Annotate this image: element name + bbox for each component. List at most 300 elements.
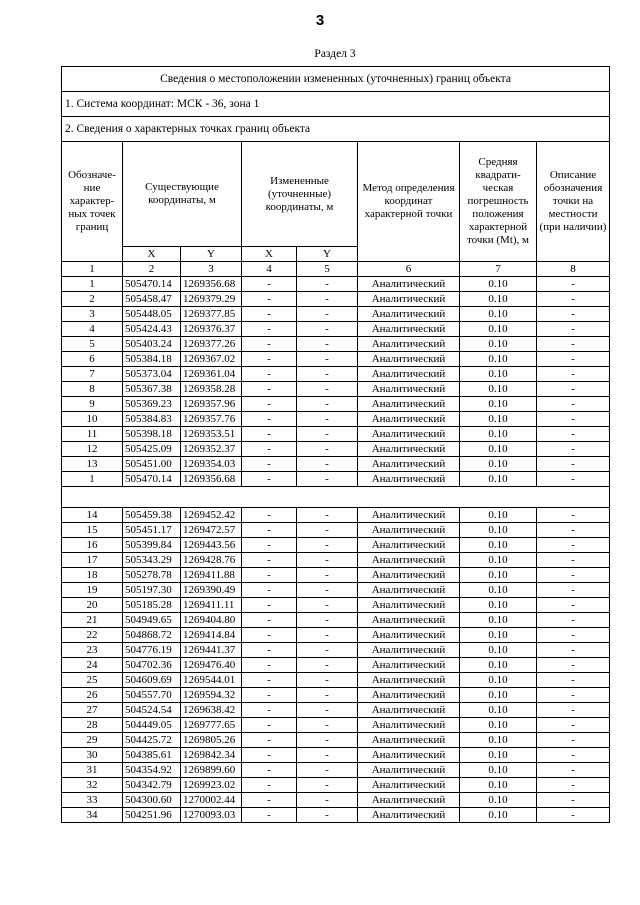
description-cell: -	[537, 472, 610, 487]
error-cell: 0.10	[460, 382, 537, 397]
existing-y-cell: 1269358.28	[181, 382, 242, 397]
page-number: 3	[315, 12, 325, 29]
description-cell: -	[537, 778, 610, 793]
changed-y-cell: -	[297, 427, 358, 442]
table-row	[62, 598, 610, 613]
header-existing-coords: Существующие координаты, м	[123, 142, 242, 247]
changed-x-cell: -	[242, 472, 297, 487]
description-cell: -	[537, 598, 610, 613]
changed-x-cell: -	[242, 382, 297, 397]
table-row	[62, 397, 610, 412]
table-row	[62, 553, 610, 568]
description-cell: -	[537, 352, 610, 367]
error-cell: 0.10	[460, 778, 537, 793]
error-cell: 0.10	[460, 553, 537, 568]
table-row	[62, 643, 610, 658]
method-cell: Аналитический	[358, 337, 460, 352]
existing-y-cell: 1269472.57	[181, 523, 242, 538]
method-cell: Аналитический	[358, 778, 460, 793]
existing-x-cell: 505278.78	[123, 568, 181, 583]
method-cell: Аналитический	[358, 538, 460, 553]
table-row	[62, 673, 610, 688]
method-cell: Аналитический	[358, 292, 460, 307]
method-cell: Аналитический	[358, 673, 460, 688]
changed-x-cell: -	[242, 277, 297, 292]
table-row	[62, 748, 610, 763]
existing-y-cell: 1269376.37	[181, 322, 242, 337]
point-label-cell: 28	[62, 718, 123, 733]
existing-y-cell: 1269805.26	[181, 733, 242, 748]
existing-x-cell: 504776.19	[123, 643, 181, 658]
changed-x-cell: -	[242, 397, 297, 412]
point-label-cell: 22	[62, 628, 123, 643]
changed-y-cell: -	[297, 292, 358, 307]
header-error: Средняя квадрати-ческая погрешность положения характерной точки (Mt), м	[460, 142, 537, 262]
existing-x-cell: 505451.00	[123, 457, 181, 472]
changed-y-cell: -	[297, 808, 358, 823]
method-cell: Аналитический	[358, 382, 460, 397]
existing-x-cell: 504609.69	[123, 673, 181, 688]
header-method: Метод определения координат характерной точки	[358, 142, 460, 262]
description-cell: -	[537, 628, 610, 643]
method-cell: Аналитический	[358, 367, 460, 382]
changed-x-cell: -	[242, 628, 297, 643]
existing-y-cell: 1269544.01	[181, 673, 242, 688]
point-label-cell: 9	[62, 397, 123, 412]
table-row	[62, 523, 610, 538]
existing-y-cell: 1269414.84	[181, 628, 242, 643]
method-cell: Аналитический	[358, 352, 460, 367]
description-cell: -	[537, 718, 610, 733]
changed-x-cell: -	[242, 718, 297, 733]
existing-x-cell: 505369.23	[123, 397, 181, 412]
table-row	[62, 307, 610, 322]
point-label-cell: 19	[62, 583, 123, 598]
existing-y-cell: 1269356.68	[181, 277, 242, 292]
existing-x-cell: 505425.09	[123, 442, 181, 457]
header-changed-coords: Измененные (уточненные) координаты, м	[242, 142, 358, 247]
method-cell: Аналитический	[358, 643, 460, 658]
changed-y-cell: -	[297, 583, 358, 598]
column-numbers-row	[62, 262, 610, 277]
existing-x-cell: 504354.92	[123, 763, 181, 778]
table-row	[62, 793, 610, 808]
error-cell: 0.10	[460, 733, 537, 748]
separator-row	[62, 497, 610, 508]
error-cell: 0.10	[460, 292, 537, 307]
existing-y-cell: 1269379.29	[181, 292, 242, 307]
point-label-cell: 17	[62, 553, 123, 568]
boundary-points-table	[61, 66, 610, 823]
changed-x-cell: -	[242, 442, 297, 457]
description-cell: -	[537, 808, 610, 823]
existing-x-cell: 505451.17	[123, 523, 181, 538]
table-row	[62, 508, 610, 523]
table-row	[62, 427, 610, 442]
point-label-cell: 23	[62, 643, 123, 658]
section-title: Раздел 3	[314, 48, 356, 60]
changed-x-cell: -	[242, 337, 297, 352]
existing-y-cell: 1270002.44	[181, 793, 242, 808]
method-cell: Аналитический	[358, 553, 460, 568]
error-cell: 0.10	[460, 277, 537, 292]
existing-x-cell: 505384.18	[123, 352, 181, 367]
table-row	[62, 442, 610, 457]
point-label-cell: 8	[62, 382, 123, 397]
error-cell: 0.10	[460, 508, 537, 523]
description-cell: -	[537, 508, 610, 523]
coordinate-system: 1. Система координат: МСК - 36, зона 1	[62, 92, 610, 117]
changed-x-cell: -	[242, 367, 297, 382]
description-cell: -	[537, 643, 610, 658]
changed-x-cell: -	[242, 457, 297, 472]
changed-x-cell: -	[242, 703, 297, 718]
changed-x-cell: -	[242, 322, 297, 337]
column-number: 7	[460, 262, 537, 277]
table-row	[62, 292, 610, 307]
error-cell: 0.10	[460, 352, 537, 367]
changed-y-cell: -	[297, 733, 358, 748]
header-changed-x: X	[242, 247, 297, 262]
point-label-cell: 6	[62, 352, 123, 367]
point-label-cell: 29	[62, 733, 123, 748]
description-cell: -	[537, 427, 610, 442]
header-changed-y: Y	[297, 247, 358, 262]
error-cell: 0.10	[460, 322, 537, 337]
error-cell: 0.10	[460, 703, 537, 718]
existing-x-cell: 504557.70	[123, 688, 181, 703]
error-cell: 0.10	[460, 763, 537, 778]
description-cell: -	[537, 658, 610, 673]
method-cell: Аналитический	[358, 628, 460, 643]
point-label-cell: 25	[62, 673, 123, 688]
changed-x-cell: -	[242, 793, 297, 808]
point-label-cell: 12	[62, 442, 123, 457]
error-cell: 0.10	[460, 748, 537, 763]
point-label-cell: 18	[62, 568, 123, 583]
description-cell: -	[537, 763, 610, 778]
changed-y-cell: -	[297, 367, 358, 382]
header-description: Описание обозначения точки на местности (при наличии)	[537, 142, 610, 262]
changed-y-cell: -	[297, 763, 358, 778]
description-cell: -	[537, 568, 610, 583]
changed-x-cell: -	[242, 613, 297, 628]
existing-y-cell: 1269899.60	[181, 763, 242, 778]
existing-x-cell: 505448.05	[123, 307, 181, 322]
table-row	[62, 583, 610, 598]
existing-x-cell: 505343.29	[123, 553, 181, 568]
existing-y-cell: 1269352.37	[181, 442, 242, 457]
point-label-cell: 20	[62, 598, 123, 613]
method-cell: Аналитический	[358, 427, 460, 442]
method-cell: Аналитический	[358, 793, 460, 808]
existing-y-cell: 1269377.85	[181, 307, 242, 322]
changed-y-cell: -	[297, 703, 358, 718]
column-number: 6	[358, 262, 460, 277]
method-cell: Аналитический	[358, 598, 460, 613]
changed-x-cell: -	[242, 748, 297, 763]
column-number: 8	[537, 262, 610, 277]
existing-y-cell: 1269443.56	[181, 538, 242, 553]
error-cell: 0.10	[460, 412, 537, 427]
changed-y-cell: -	[297, 337, 358, 352]
existing-x-cell: 504251.96	[123, 808, 181, 823]
description-cell: -	[537, 748, 610, 763]
description-cell: -	[537, 553, 610, 568]
existing-y-cell: 1269923.02	[181, 778, 242, 793]
description-cell: -	[537, 538, 610, 553]
changed-y-cell: -	[297, 307, 358, 322]
method-cell: Аналитический	[358, 397, 460, 412]
method-cell: Аналитический	[358, 568, 460, 583]
changed-x-cell: -	[242, 808, 297, 823]
error-cell: 0.10	[460, 688, 537, 703]
changed-y-cell: -	[297, 778, 358, 793]
existing-x-cell: 505197.30	[123, 583, 181, 598]
point-label-cell: 24	[62, 658, 123, 673]
existing-x-cell: 505459.38	[123, 508, 181, 523]
error-cell: 0.10	[460, 658, 537, 673]
description-cell: -	[537, 733, 610, 748]
changed-y-cell: -	[297, 748, 358, 763]
description-cell: -	[537, 703, 610, 718]
point-label-cell: 7	[62, 367, 123, 382]
description-cell: -	[537, 673, 610, 688]
existing-x-cell: 505373.04	[123, 367, 181, 382]
table-row	[62, 568, 610, 583]
existing-x-cell: 505367.38	[123, 382, 181, 397]
method-cell: Аналитический	[358, 658, 460, 673]
header-existing-y: Y	[181, 247, 242, 262]
existing-x-cell: 505403.24	[123, 337, 181, 352]
error-cell: 0.10	[460, 367, 537, 382]
error-cell: 0.10	[460, 442, 537, 457]
table-row	[62, 763, 610, 778]
description-cell: -	[537, 277, 610, 292]
existing-y-cell: 1269354.03	[181, 457, 242, 472]
method-cell: Аналитический	[358, 763, 460, 778]
point-label-cell: 27	[62, 703, 123, 718]
changed-x-cell: -	[242, 508, 297, 523]
description-cell: -	[537, 397, 610, 412]
table-row	[62, 277, 610, 292]
changed-x-cell: -	[242, 598, 297, 613]
changed-y-cell: -	[297, 613, 358, 628]
changed-y-cell: -	[297, 793, 358, 808]
method-cell: Аналитический	[358, 472, 460, 487]
table-row	[62, 628, 610, 643]
existing-y-cell: 1269356.68	[181, 472, 242, 487]
method-cell: Аналитический	[358, 442, 460, 457]
description-cell: -	[537, 457, 610, 472]
column-number: 5	[297, 262, 358, 277]
error-cell: 0.10	[460, 613, 537, 628]
description-cell: -	[537, 793, 610, 808]
description-cell: -	[537, 583, 610, 598]
method-cell: Аналитический	[358, 277, 460, 292]
point-label-cell: 13	[62, 457, 123, 472]
changed-x-cell: -	[242, 523, 297, 538]
table-row	[62, 733, 610, 748]
point-label-cell: 10	[62, 412, 123, 427]
error-cell: 0.10	[460, 673, 537, 688]
existing-y-cell: 1269390.49	[181, 583, 242, 598]
changed-x-cell: -	[242, 553, 297, 568]
table-row	[62, 337, 610, 352]
error-cell: 0.10	[460, 427, 537, 442]
changed-x-cell: -	[242, 568, 297, 583]
error-cell: 0.10	[460, 397, 537, 412]
existing-x-cell: 504524.54	[123, 703, 181, 718]
existing-y-cell: 1269411.11	[181, 598, 242, 613]
existing-x-cell: 504342.79	[123, 778, 181, 793]
existing-y-cell: 1269411.88	[181, 568, 242, 583]
existing-y-cell: 1269377.26	[181, 337, 242, 352]
point-label-cell: 11	[62, 427, 123, 442]
error-cell: 0.10	[460, 643, 537, 658]
existing-y-cell: 1269357.96	[181, 397, 242, 412]
existing-x-cell: 505384.83	[123, 412, 181, 427]
table-row	[62, 457, 610, 472]
description-cell: -	[537, 322, 610, 337]
existing-x-cell: 505185.28	[123, 598, 181, 613]
method-cell: Аналитический	[358, 412, 460, 427]
point-label-cell: 34	[62, 808, 123, 823]
point-label-cell: 1	[62, 277, 123, 292]
point-label-cell: 31	[62, 763, 123, 778]
existing-x-cell: 504702.36	[123, 658, 181, 673]
method-cell: Аналитический	[358, 613, 460, 628]
changed-y-cell: -	[297, 472, 358, 487]
column-number: 3	[181, 262, 242, 277]
separator-row	[62, 487, 610, 498]
method-cell: Аналитический	[358, 703, 460, 718]
point-label-cell: 2	[62, 292, 123, 307]
existing-y-cell: 1269476.40	[181, 658, 242, 673]
point-label-cell: 5	[62, 337, 123, 352]
header-point-label: Обозначе-ние характер-ных точек границ	[62, 142, 123, 262]
separator-cell	[62, 487, 610, 498]
changed-y-cell: -	[297, 718, 358, 733]
description-cell: -	[537, 382, 610, 397]
changed-x-cell: -	[242, 352, 297, 367]
changed-y-cell: -	[297, 553, 358, 568]
existing-y-cell: 1269428.76	[181, 553, 242, 568]
existing-y-cell: 1269638.42	[181, 703, 242, 718]
existing-x-cell: 504425.72	[123, 733, 181, 748]
table-row	[62, 613, 610, 628]
existing-x-cell: 504300.60	[123, 793, 181, 808]
table-row	[62, 538, 610, 553]
changed-y-cell: -	[297, 382, 358, 397]
error-cell: 0.10	[460, 337, 537, 352]
existing-x-cell: 504449.05	[123, 718, 181, 733]
changed-x-cell: -	[242, 763, 297, 778]
method-cell: Аналитический	[358, 718, 460, 733]
existing-x-cell: 505399.84	[123, 538, 181, 553]
error-cell: 0.10	[460, 628, 537, 643]
changed-y-cell: -	[297, 538, 358, 553]
existing-x-cell: 504949.65	[123, 613, 181, 628]
description-cell: -	[537, 523, 610, 538]
method-cell: Аналитический	[358, 583, 460, 598]
method-cell: Аналитический	[358, 322, 460, 337]
existing-y-cell: 1269441.37	[181, 643, 242, 658]
description-cell: -	[537, 688, 610, 703]
point-label-cell: 30	[62, 748, 123, 763]
existing-y-cell: 1269777.65	[181, 718, 242, 733]
existing-x-cell: 505458.47	[123, 292, 181, 307]
changed-y-cell: -	[297, 688, 358, 703]
changed-y-cell: -	[297, 457, 358, 472]
table-row	[62, 688, 610, 703]
error-cell: 0.10	[460, 808, 537, 823]
changed-y-cell: -	[297, 568, 358, 583]
existing-x-cell: 504385.61	[123, 748, 181, 763]
existing-y-cell: 1269594.32	[181, 688, 242, 703]
existing-x-cell: 505470.14	[123, 277, 181, 292]
description-cell: -	[537, 337, 610, 352]
table-row	[62, 412, 610, 427]
changed-x-cell: -	[242, 307, 297, 322]
existing-x-cell: 504868.72	[123, 628, 181, 643]
table-row	[62, 658, 610, 673]
existing-y-cell: 1269404.80	[181, 613, 242, 628]
changed-y-cell: -	[297, 397, 358, 412]
changed-y-cell: -	[297, 628, 358, 643]
column-number: 2	[123, 262, 181, 277]
changed-y-cell: -	[297, 643, 358, 658]
table-title: Сведения о местоположении измененных (уточненных) границ объекта	[62, 67, 610, 92]
point-label-cell: 21	[62, 613, 123, 628]
existing-y-cell: 1269367.02	[181, 352, 242, 367]
existing-x-cell: 505398.18	[123, 427, 181, 442]
separator-cell	[62, 497, 610, 508]
error-cell: 0.10	[460, 583, 537, 598]
method-cell: Аналитический	[358, 508, 460, 523]
method-cell: Аналитический	[358, 748, 460, 763]
error-cell: 0.10	[460, 568, 537, 583]
table-row	[62, 322, 610, 337]
point-label-cell: 1	[62, 472, 123, 487]
description-cell: -	[537, 613, 610, 628]
existing-y-cell: 1269353.51	[181, 427, 242, 442]
method-cell: Аналитический	[358, 808, 460, 823]
error-cell: 0.10	[460, 457, 537, 472]
points-heading: 2. Сведения о характерных точках границ объекта	[62, 117, 610, 142]
point-label-cell: 15	[62, 523, 123, 538]
point-label-cell: 26	[62, 688, 123, 703]
header-existing-x: X	[123, 247, 181, 262]
existing-y-cell: 1269361.04	[181, 367, 242, 382]
error-cell: 0.10	[460, 598, 537, 613]
error-cell: 0.10	[460, 523, 537, 538]
existing-y-cell: 1269842.34	[181, 748, 242, 763]
method-cell: Аналитический	[358, 457, 460, 472]
table-row	[62, 472, 610, 487]
error-cell: 0.10	[460, 538, 537, 553]
changed-x-cell: -	[242, 412, 297, 427]
table-row	[62, 808, 610, 823]
error-cell: 0.10	[460, 472, 537, 487]
description-cell: -	[537, 307, 610, 322]
method-cell: Аналитический	[358, 688, 460, 703]
method-cell: Аналитический	[358, 733, 460, 748]
method-cell: Аналитический	[358, 307, 460, 322]
table-row	[62, 778, 610, 793]
error-cell: 0.10	[460, 793, 537, 808]
description-cell: -	[537, 412, 610, 427]
